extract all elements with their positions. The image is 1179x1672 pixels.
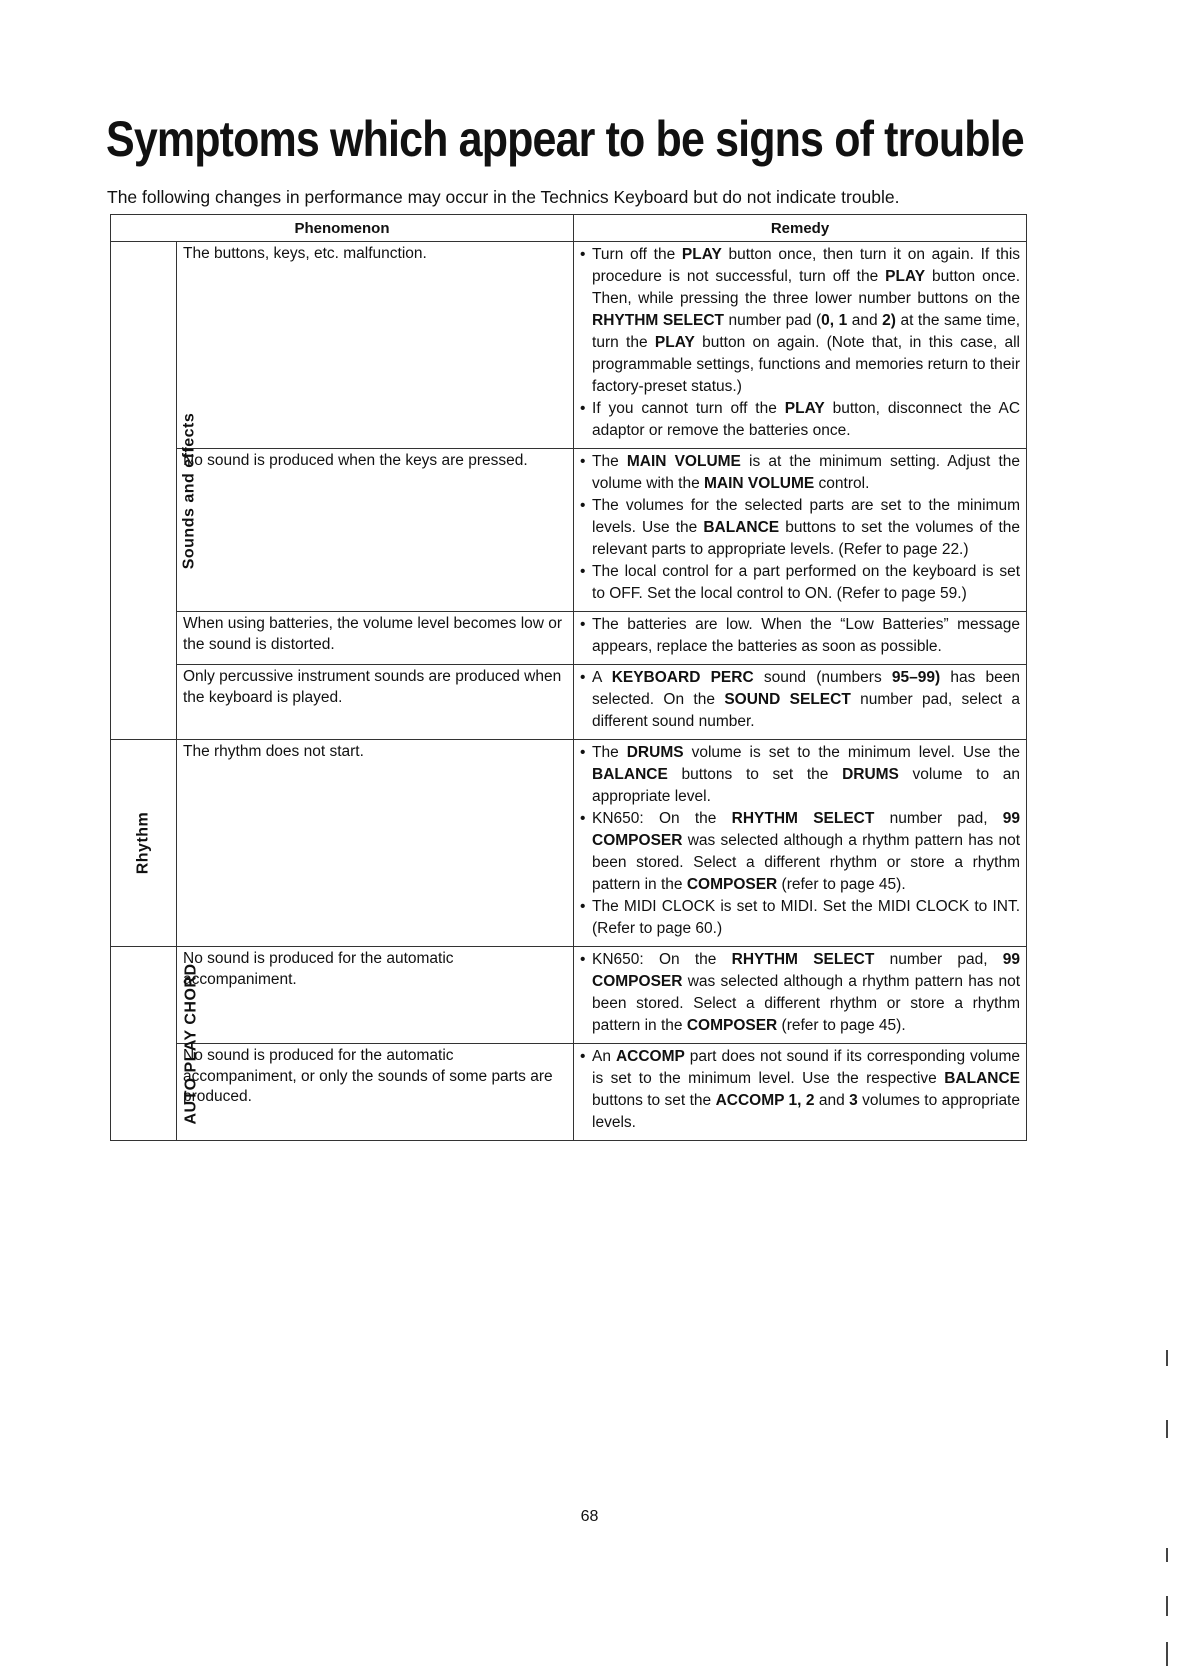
remedy-item: • Turn off the PLAY button once, then turn it on again. If this procedure is not successful, turn off the PLAY button once. Then, while pressing the three lower number buttons on the RHYTHM SELECT number pad (0, 1 and 2) at the same time, turn the PLAY button on again. (Note that, in this case, all programmable settings, functions and memories return to their factory-preset status.) bbox=[578, 244, 1020, 398]
remedy-item: • KN650: On the RHYTHM SELECT number pad, 99 COMPOSER was selected although a rhythm pattern has not been stored. Select a different rhythm or store a rhythm pattern in the COMPOSER (refer to page 45). bbox=[578, 808, 1020, 896]
category-auto-play-chord bbox=[111, 947, 200, 1141]
phenomenon-cell: No sound is produced when the keys are pressed. bbox=[177, 449, 574, 612]
table-row bbox=[111, 1044, 1027, 1141]
remedy-item: • The local control for a part performed on the keyboard is set to OFF. Set the local control to ON. (Refer to page 59.) bbox=[578, 561, 1020, 605]
table-row bbox=[111, 242, 1027, 449]
remedy-cell bbox=[574, 612, 1027, 665]
remedy-item: • KN650: On the RHYTHM SELECT number pad, 99 COMPOSER was selected although a rhythm pattern has not been stored. Select a different rhythm or store a rhythm pattern in the COMPOSER (refer to page 45). bbox=[578, 949, 1020, 1037]
remedy-header: Remedy bbox=[574, 215, 1027, 242]
category-label: AUTO PLAY CHORD bbox=[182, 962, 200, 1125]
remedy-item: • The MAIN VOLUME is at the minimum setting. Adjust the volume with the MAIN VOLUME control. bbox=[578, 451, 1020, 495]
remedy-cell bbox=[574, 947, 1027, 1044]
table-row bbox=[111, 740, 1027, 947]
scan-edge-mark bbox=[1166, 1420, 1168, 1438]
category-label: Rhythm bbox=[134, 811, 152, 875]
phenomenon-cell: No sound is produced for the automatic accompaniment, or only the sounds of some parts are produced. bbox=[177, 1044, 574, 1141]
phenomenon-cell: The buttons, keys, etc. malfunction. bbox=[177, 242, 574, 449]
remedy-item: • The volumes for the selected parts are set to the minimum levels. Use the BALANCE buttons to set the volumes of the relevant parts to appropriate levels. (Refer to page 22.) bbox=[578, 495, 1020, 561]
scan-edge-mark bbox=[1166, 1548, 1168, 1562]
remedy-cell bbox=[574, 740, 1027, 947]
phenomenon-cell: The rhythm does not start. bbox=[177, 740, 574, 947]
remedy-item: • The MIDI CLOCK is set to MIDI. Set the MIDI CLOCK to INT. (Refer to page 60.) bbox=[578, 896, 1020, 940]
trouble-table bbox=[110, 214, 1027, 1141]
remedy-item: • The batteries are low. When the “Low Batteries” message appears, replace the batteries as soon as possible. bbox=[578, 614, 1020, 658]
remedy-item: • The DRUMS volume is set to the minimum level. Use the BALANCE buttons to set the DRUMS volume to an appropriate level. bbox=[578, 742, 1020, 808]
category-label: Sounds and effects bbox=[180, 412, 198, 569]
page-title: Symptoms which appear to be signs of trouble bbox=[106, 111, 1024, 167]
page-number: 68 bbox=[580, 1508, 599, 1525]
remedy-item: • A KEYBOARD PERC sound (numbers 95–99) has been selected. On the SOUND SELECT number pad, select a different sound number. bbox=[578, 667, 1020, 733]
page-subtitle: The following changes in performance may occur in the Technics Keyboard but do not indicate trouble. bbox=[107, 187, 900, 207]
remedy-cell bbox=[574, 449, 1027, 612]
table-row bbox=[111, 612, 1027, 665]
table-row bbox=[111, 665, 1027, 740]
phenomenon-cell: Only percussive instrument sounds are produced when the keyboard is played. bbox=[177, 665, 574, 740]
table-row bbox=[111, 947, 1027, 1044]
remedy-item: • If you cannot turn off the PLAY button, disconnect the AC adaptor or remove the batteries once. bbox=[578, 398, 1020, 442]
phenomenon-header: Phenomenon bbox=[111, 215, 574, 242]
table-header-row bbox=[111, 215, 1027, 242]
category-sounds-and-effects bbox=[111, 242, 198, 740]
remedy-cell bbox=[574, 1044, 1027, 1141]
table-row bbox=[111, 449, 1027, 612]
remedy-item: • An ACCOMP part does not sound if its corresponding volume is set to the minimum level. Use the respective BALANCE buttons to set the ACCOMP 1, 2 and 3 volumes to appropriate levels. bbox=[578, 1046, 1020, 1134]
scan-edge-mark bbox=[1166, 1350, 1168, 1366]
remedy-cell bbox=[574, 242, 1027, 449]
remedy-cell bbox=[574, 665, 1027, 740]
phenomenon-cell: No sound is produced for the automatic accompaniment. bbox=[177, 947, 574, 1044]
phenomenon-cell: When using batteries, the volume level becomes low or the sound is distorted. bbox=[177, 612, 574, 665]
scan-edge-mark bbox=[1166, 1596, 1168, 1616]
category-rhythm bbox=[111, 740, 177, 947]
scan-edge-mark bbox=[1166, 1642, 1168, 1666]
